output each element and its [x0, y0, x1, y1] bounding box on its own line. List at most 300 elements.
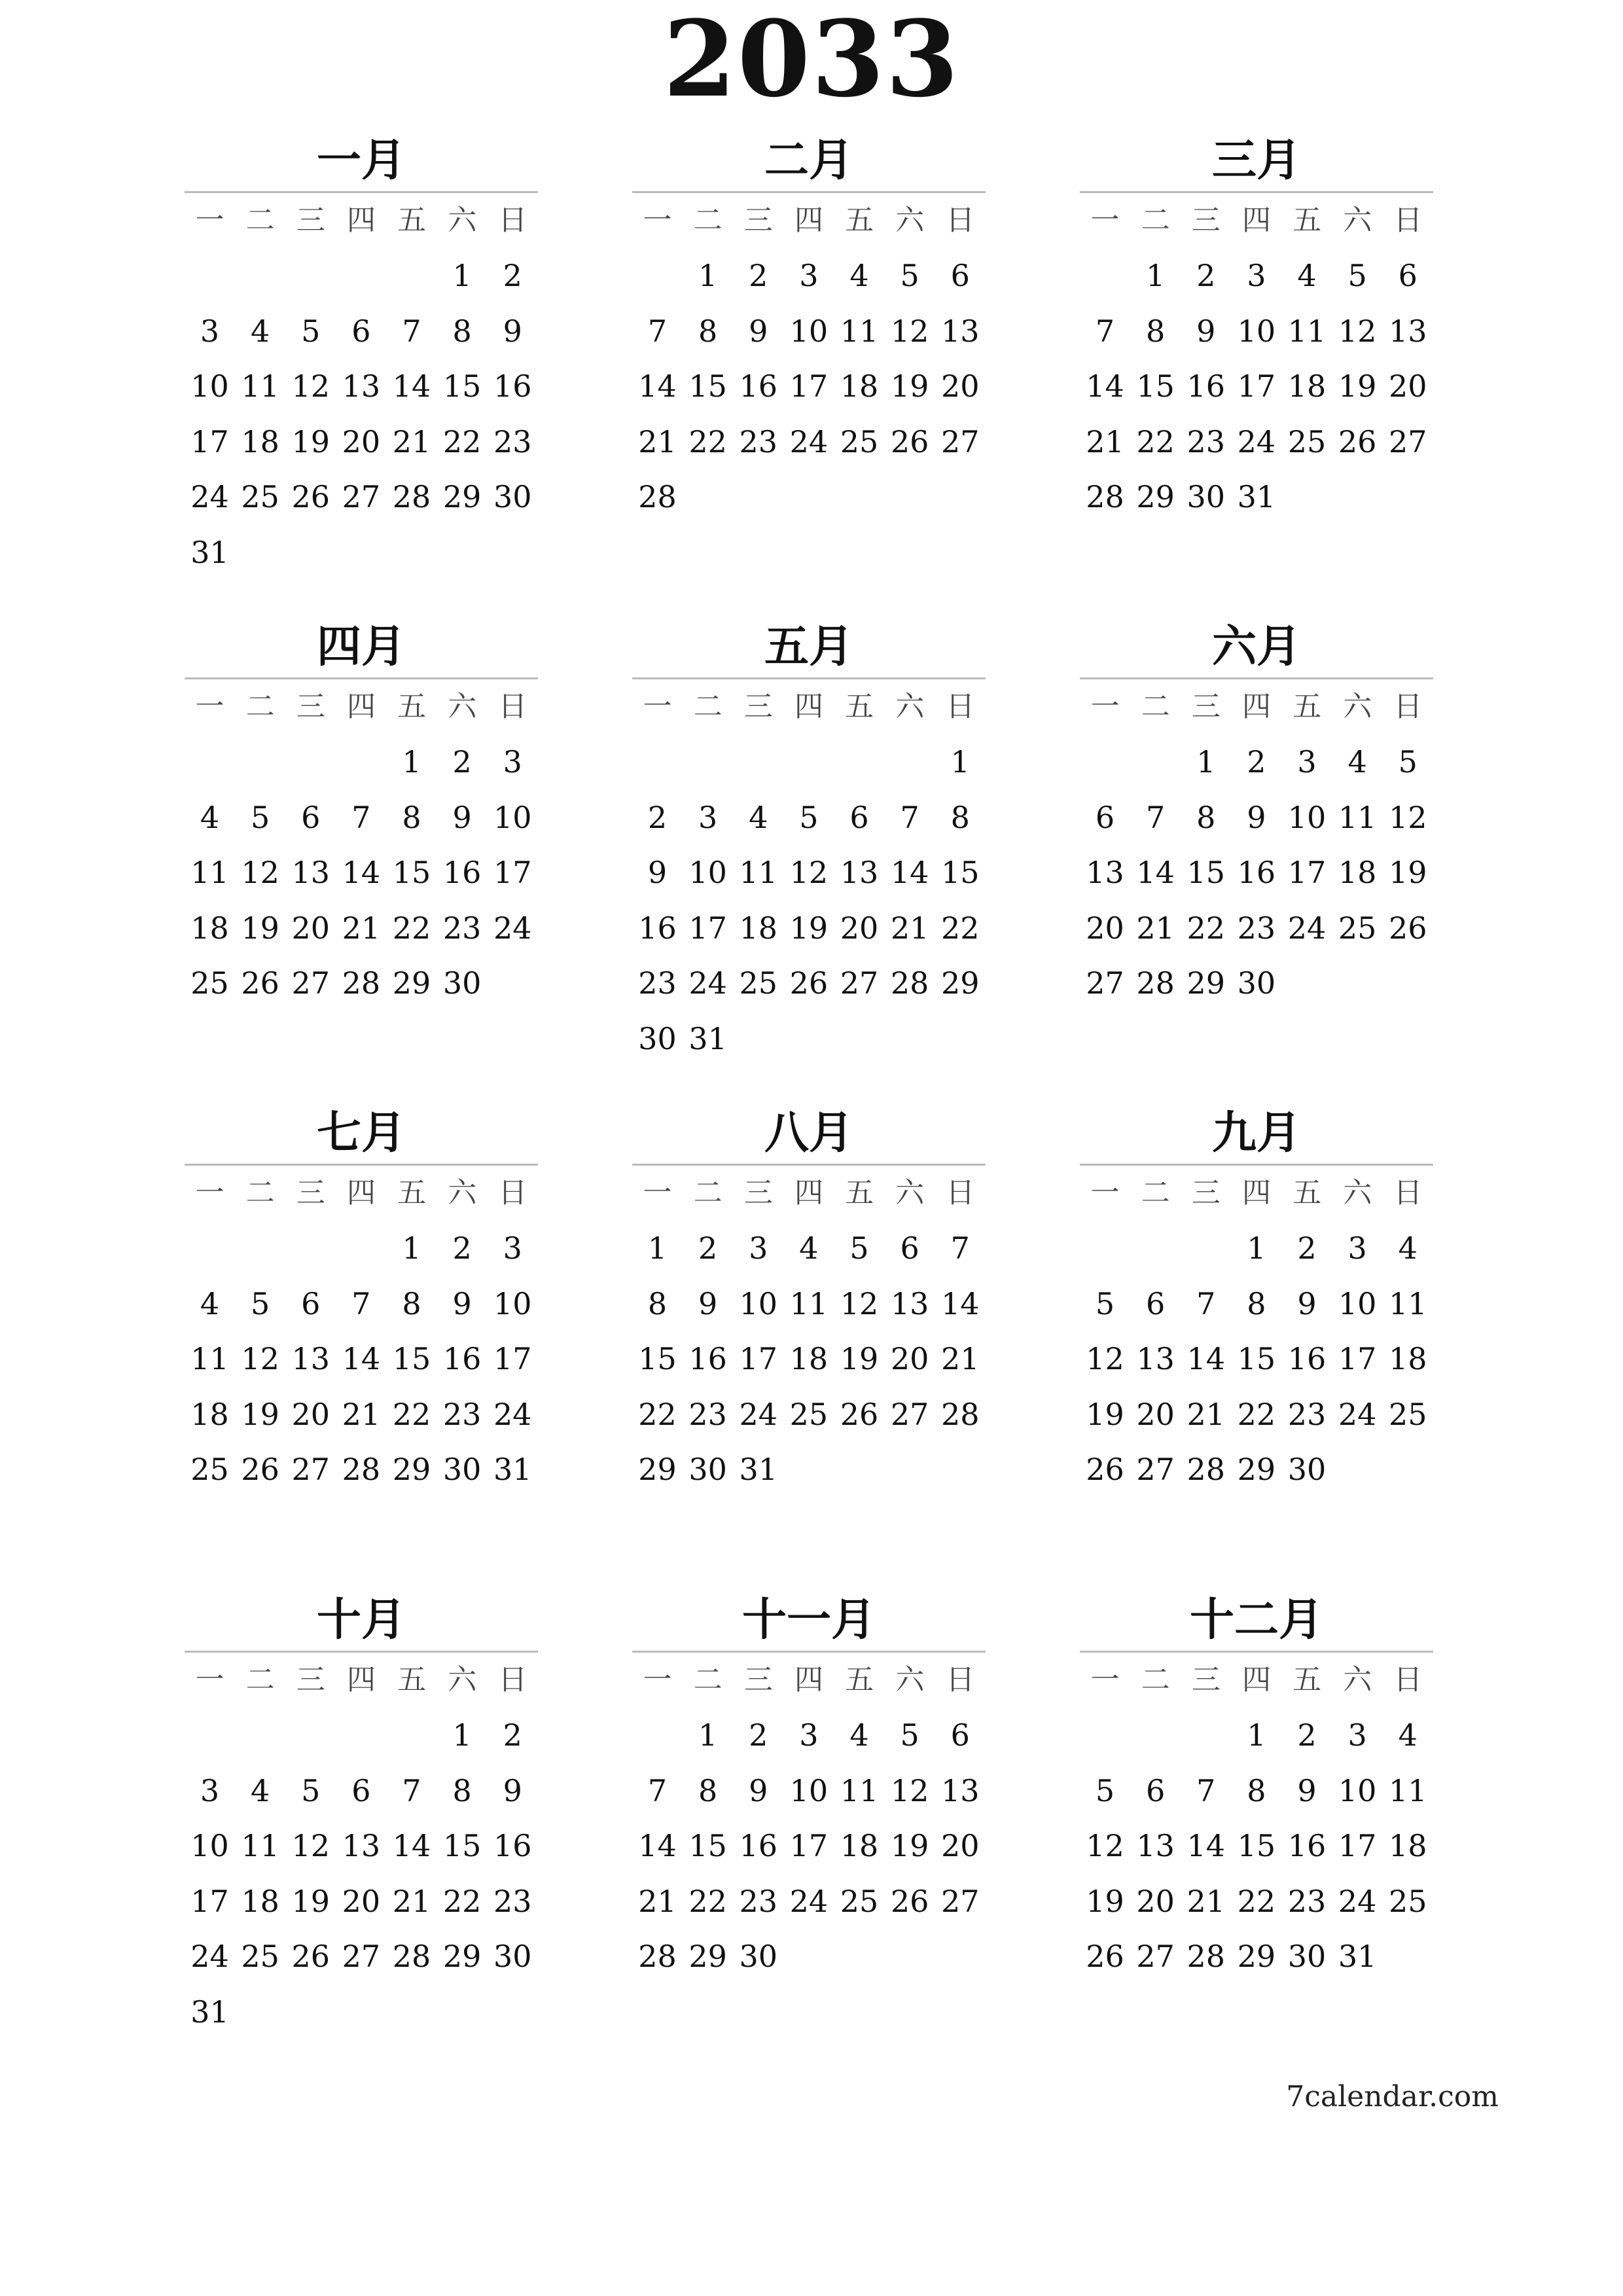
day-cell: 25 — [190, 1452, 229, 1487]
day-cell: 23 — [493, 423, 532, 459]
day-cell: 14 — [342, 855, 381, 890]
day-cell: 19 — [291, 1883, 330, 1919]
weekday-label: 三 — [1191, 204, 1221, 237]
weekday-label: 三 — [1191, 1663, 1221, 1696]
day-cell: 21 — [392, 1883, 431, 1919]
week-row — [185, 525, 538, 581]
weekday-label: 六 — [895, 690, 925, 723]
day-cell: 5 — [900, 258, 919, 293]
day-cell: 17 — [493, 855, 532, 890]
day-cell: 13 — [291, 855, 330, 890]
day-cell: 16 — [739, 368, 778, 404]
day-cell: 27 — [291, 965, 330, 1001]
week-row — [185, 248, 538, 304]
day-cell: 28 — [638, 1939, 677, 1974]
weekday-label: 四 — [1241, 690, 1271, 723]
week-row — [1080, 790, 1433, 846]
day-cell: 30 — [442, 965, 482, 1001]
day-cell — [1080, 1221, 1130, 1276]
day-cell: 18 — [840, 1828, 879, 1863]
day-cell: 13 — [1086, 855, 1124, 890]
month-block — [1080, 131, 1433, 525]
day-cell: 19 — [1389, 855, 1427, 890]
weekday-label: 日 — [498, 204, 527, 237]
week-row — [632, 790, 986, 846]
day-cell: 23 — [688, 1396, 727, 1432]
day-cell: 26 — [789, 965, 829, 1001]
day-cell: 12 — [291, 1828, 330, 1863]
day-cell: 16 — [442, 855, 482, 890]
day-cell: 3 — [1247, 258, 1266, 293]
week-row — [185, 956, 538, 1011]
day-cell: 20 — [1136, 1396, 1175, 1432]
day-cell: 29 — [638, 1452, 677, 1487]
weekday-label: 四 — [1241, 204, 1271, 237]
month-block — [1080, 617, 1433, 1011]
day-cell: 20 — [1136, 1883, 1175, 1919]
weekday-label: 三 — [296, 690, 325, 723]
month-block — [185, 1590, 538, 2039]
day-cell — [235, 1984, 285, 2040]
day-cell: 26 — [291, 1939, 330, 1974]
day-cell: 17 — [688, 910, 727, 946]
weekday-header — [1080, 193, 1433, 248]
month-title: 十一月 — [741, 1594, 876, 1646]
week-row — [632, 956, 986, 1011]
day-cell: 6 — [351, 1772, 371, 1808]
day-cell: 8 — [698, 313, 718, 349]
week-row — [1080, 845, 1433, 901]
day-cell: 25 — [840, 423, 879, 459]
week-row — [185, 1818, 538, 1874]
week-row — [185, 734, 538, 790]
day-cell: 22 — [442, 1883, 482, 1919]
day-cell: 5 — [301, 1772, 321, 1808]
day-cell: 28 — [1136, 965, 1175, 1001]
day-cell: 7 — [900, 799, 919, 835]
weekday-label: 三 — [743, 690, 773, 723]
week-row — [1080, 1874, 1433, 1929]
day-cell: 12 — [789, 855, 829, 890]
weekday-label: 四 — [794, 1663, 823, 1696]
day-cell: 17 — [1338, 1828, 1377, 1863]
week-row — [185, 1442, 538, 1498]
day-cell: 8 — [402, 799, 421, 835]
day-cell: 2 — [1196, 258, 1216, 293]
month-block — [632, 1590, 986, 1984]
day-cell: 11 — [1389, 1285, 1427, 1321]
day-cell: 15 — [442, 1828, 482, 1863]
weekday-label: 三 — [296, 204, 325, 237]
day-cell: 3 — [749, 1230, 768, 1266]
day-cell: 6 — [301, 1285, 321, 1321]
day-cell: 22 — [941, 910, 980, 946]
day-cell: 9 — [452, 799, 472, 835]
day-cell: 1 — [402, 744, 421, 780]
weekday-label: 三 — [743, 204, 773, 237]
day-cell — [834, 1442, 885, 1498]
day-cell: 27 — [840, 965, 879, 1001]
day-cell: 31 — [1237, 479, 1276, 514]
day-cell: 23 — [442, 910, 482, 946]
day-cell: 31 — [739, 1452, 778, 1487]
day-cell: 10 — [1338, 1772, 1377, 1808]
day-cell: 11 — [840, 1772, 879, 1808]
weekday-label: 六 — [1343, 690, 1372, 723]
weekday-label: 四 — [794, 690, 823, 723]
weekday-label: 日 — [1393, 690, 1423, 723]
day-cell — [1181, 1221, 1231, 1276]
day-cell: 11 — [1389, 1772, 1427, 1808]
day-cell: 27 — [1136, 1452, 1175, 1487]
weekday-label: 三 — [743, 1663, 773, 1696]
week-row — [1080, 1818, 1433, 1874]
day-cell: 10 — [1287, 799, 1327, 835]
weekday-label: 日 — [946, 1663, 975, 1696]
day-cell: 28 — [1186, 1939, 1226, 1974]
week-row — [632, 845, 986, 901]
day-cell: 12 — [1086, 1828, 1124, 1863]
day-cell: 1 — [1196, 744, 1216, 780]
day-cell: 19 — [890, 1828, 929, 1863]
day-cell: 16 — [688, 1341, 727, 1376]
day-cell — [336, 734, 386, 790]
day-cell: 1 — [1247, 1717, 1266, 1753]
weekday-label: 日 — [946, 204, 975, 237]
day-cell: 31 — [688, 1020, 727, 1056]
day-cell: 15 — [1136, 368, 1175, 404]
day-cell: 17 — [493, 1341, 532, 1376]
week-row — [185, 1874, 538, 1929]
day-cell: 18 — [1389, 1341, 1427, 1376]
day-cell: 30 — [1237, 965, 1276, 1001]
weekday-label: 四 — [1241, 1663, 1271, 1696]
day-cell: 28 — [890, 965, 929, 1001]
day-cell: 14 — [392, 368, 431, 404]
week-row — [632, 1276, 986, 1332]
day-cell — [1130, 1221, 1181, 1276]
week-row — [632, 1818, 986, 1874]
day-cell: 24 — [1338, 1883, 1377, 1919]
day-cell: 2 — [698, 1230, 718, 1266]
weekday-label: 一 — [643, 1176, 672, 1210]
day-cell: 26 — [1338, 423, 1377, 459]
month-block — [1080, 1590, 1433, 1984]
day-cell: 18 — [190, 910, 229, 946]
day-cell: 28 — [342, 965, 381, 1001]
day-cell: 31 — [1338, 1939, 1377, 1974]
day-cell — [336, 248, 386, 304]
day-cell: 22 — [392, 910, 431, 946]
day-cell: 15 — [392, 855, 431, 890]
weekday-label: 六 — [1343, 1663, 1372, 1696]
week-row — [1080, 1221, 1433, 1276]
day-cell: 23 — [1186, 423, 1226, 459]
day-cell: 4 — [1297, 258, 1317, 293]
day-cell: 15 — [392, 1341, 431, 1376]
day-cell: 14 — [1086, 368, 1124, 404]
week-row — [1080, 1929, 1433, 1984]
day-cell — [1080, 1708, 1130, 1763]
day-cell: 31 — [190, 1994, 229, 2030]
day-cell: 14 — [1186, 1828, 1226, 1863]
day-cell: 13 — [941, 313, 980, 349]
weekday-label: 六 — [448, 204, 477, 237]
day-cell: 6 — [1146, 1772, 1166, 1808]
day-cell — [235, 248, 285, 304]
weekday-label: 一 — [195, 690, 224, 723]
day-cell: 29 — [1136, 479, 1175, 514]
weekday-header — [1080, 1653, 1433, 1708]
day-cell — [1282, 469, 1332, 525]
weekday-label: 五 — [397, 1176, 427, 1210]
day-cell: 8 — [698, 1772, 718, 1808]
day-cell — [1383, 469, 1433, 525]
day-cell: 30 — [442, 1452, 482, 1487]
day-cell: 21 — [941, 1341, 980, 1376]
day-cell: 21 — [392, 423, 431, 459]
day-cell: 17 — [1237, 368, 1276, 404]
day-cell — [285, 1984, 336, 2040]
weekday-label: 一 — [195, 1663, 224, 1696]
day-cell: 5 — [1347, 258, 1367, 293]
day-cell: 24 — [493, 1396, 532, 1432]
day-cell: 8 — [1247, 1772, 1266, 1808]
day-cell: 18 — [1338, 855, 1377, 890]
day-cell — [683, 734, 733, 790]
day-cell: 19 — [291, 423, 330, 459]
month-block — [185, 1103, 538, 1498]
day-cell: 3 — [799, 1717, 819, 1753]
day-cell: 25 — [241, 479, 279, 514]
weekday-label: 四 — [1241, 1176, 1271, 1210]
day-cell: 14 — [638, 1828, 677, 1863]
day-cell: 8 — [647, 1285, 668, 1321]
day-cell — [1080, 248, 1130, 304]
day-cell: 3 — [200, 313, 220, 349]
day-cell: 1 — [647, 1230, 668, 1266]
week-row — [1080, 956, 1433, 1011]
day-cell — [1332, 956, 1383, 1011]
month-block — [185, 131, 538, 580]
day-cell: 1 — [402, 1230, 421, 1266]
day-cell: 7 — [351, 1285, 371, 1321]
day-cell: 18 — [1287, 368, 1327, 404]
day-cell: 29 — [392, 965, 431, 1001]
day-cell: 19 — [789, 910, 829, 946]
day-cell: 20 — [941, 1828, 980, 1863]
day-cell — [1383, 1442, 1433, 1498]
week-row — [185, 1276, 538, 1332]
day-cell — [488, 956, 538, 1011]
day-cell: 8 — [452, 313, 472, 349]
day-cell: 5 — [799, 799, 819, 835]
day-cell: 28 — [1186, 1452, 1226, 1487]
day-cell: 10 — [789, 313, 829, 349]
day-cell — [885, 1442, 935, 1498]
day-cell: 24 — [493, 910, 532, 946]
day-cell: 16 — [493, 1828, 532, 1863]
day-cell: 25 — [190, 965, 229, 1001]
day-cell: 28 — [392, 1939, 431, 1974]
day-cell: 13 — [890, 1285, 929, 1321]
day-cell: 14 — [941, 1285, 980, 1321]
day-cell: 27 — [1136, 1939, 1175, 1974]
day-cell — [336, 1984, 386, 2040]
day-cell: 30 — [493, 1939, 532, 1974]
month-block — [185, 617, 538, 1011]
day-cell: 27 — [941, 1883, 980, 1919]
week-row — [632, 1011, 986, 1067]
day-cell: 21 — [342, 1396, 381, 1432]
month-title: 一月 — [316, 135, 406, 187]
day-cell — [834, 1011, 885, 1067]
day-cell: 20 — [1389, 368, 1427, 404]
day-cell — [632, 1708, 683, 1763]
day-cell: 31 — [493, 1452, 532, 1487]
day-cell: 13 — [1136, 1341, 1175, 1376]
day-cell: 22 — [442, 423, 482, 459]
day-cell: 26 — [890, 423, 929, 459]
day-cell: 12 — [241, 1341, 279, 1376]
day-cell: 29 — [1237, 1939, 1276, 1974]
week-row — [632, 1929, 986, 1984]
day-cell: 23 — [739, 1883, 778, 1919]
day-cell: 28 — [1086, 479, 1124, 514]
week-row — [1080, 1442, 1433, 1498]
day-cell — [632, 734, 683, 790]
day-cell: 26 — [241, 965, 279, 1001]
day-cell: 12 — [291, 368, 330, 404]
day-cell: 24 — [190, 479, 229, 514]
week-row — [185, 901, 538, 956]
weekday-label: 日 — [498, 1176, 527, 1210]
day-cell: 2 — [647, 799, 668, 835]
day-cell: 4 — [799, 1230, 819, 1266]
day-cell: 7 — [402, 313, 421, 349]
weekday-label: 二 — [693, 690, 722, 723]
day-cell: 12 — [840, 1285, 879, 1321]
weekday-label: 日 — [1393, 1176, 1423, 1210]
day-cell: 3 — [1347, 1717, 1367, 1753]
week-row — [1080, 414, 1433, 470]
weekday-label: 二 — [1141, 690, 1170, 723]
day-cell: 20 — [342, 1883, 381, 1919]
week-row — [185, 845, 538, 901]
day-cell: 21 — [638, 1883, 677, 1919]
day-cell — [632, 248, 683, 304]
day-cell: 29 — [392, 1452, 431, 1487]
weekday-label: 日 — [946, 1176, 975, 1210]
day-cell: 2 — [503, 258, 522, 293]
day-cell: 7 — [1196, 1285, 1216, 1321]
day-cell — [935, 469, 986, 525]
day-cell: 3 — [1347, 1230, 1367, 1266]
day-cell: 24 — [688, 965, 727, 1001]
day-cell — [387, 525, 437, 581]
weekday-label: 二 — [1141, 204, 1170, 237]
day-cell: 9 — [749, 1772, 768, 1808]
week-row — [185, 1221, 538, 1276]
day-cell: 24 — [1338, 1396, 1377, 1432]
weekday-label: 日 — [1393, 204, 1423, 237]
day-cell: 14 — [392, 1828, 431, 1863]
weekday-label: 一 — [643, 690, 672, 723]
day-cell: 25 — [1338, 910, 1377, 946]
day-cell: 13 — [840, 855, 879, 890]
day-cell: 24 — [789, 1883, 829, 1919]
day-cell: 16 — [1287, 1828, 1327, 1863]
day-cell: 4 — [749, 799, 768, 835]
day-cell: 31 — [190, 534, 229, 570]
weekday-label: 一 — [643, 1663, 672, 1696]
week-row — [1080, 1387, 1433, 1443]
day-cell: 2 — [452, 744, 472, 780]
day-cell — [733, 469, 783, 525]
month-title: 六月 — [1211, 621, 1301, 673]
month-block — [632, 131, 986, 525]
day-cell: 5 — [900, 1717, 919, 1753]
day-cell — [185, 1221, 235, 1276]
weekday-label: 五 — [397, 1663, 427, 1696]
day-cell: 14 — [1186, 1341, 1226, 1376]
week-row — [185, 790, 538, 846]
weekday-label: 六 — [895, 1663, 925, 1696]
day-cell: 7 — [1095, 313, 1115, 349]
day-cell: 4 — [200, 799, 220, 835]
week-row — [632, 734, 986, 790]
day-cell: 16 — [638, 910, 677, 946]
weekday-label: 二 — [1141, 1663, 1170, 1696]
day-cell: 14 — [1136, 855, 1175, 890]
day-cell: 18 — [190, 1396, 229, 1432]
day-cell: 9 — [698, 1285, 718, 1321]
day-cell — [935, 1929, 986, 1984]
day-cell: 16 — [1237, 855, 1276, 890]
weekday-label: 六 — [1343, 204, 1372, 237]
day-cell: 5 — [301, 313, 321, 349]
day-cell: 18 — [1389, 1828, 1427, 1863]
day-cell: 5 — [1095, 1285, 1115, 1321]
month-title: 二月 — [764, 135, 853, 187]
day-cell: 26 — [1086, 1939, 1124, 1974]
day-cell: 20 — [890, 1341, 929, 1376]
day-cell — [387, 248, 437, 304]
weekday-label: 三 — [1191, 690, 1221, 723]
day-cell — [185, 248, 235, 304]
day-cell: 4 — [849, 258, 869, 293]
weekday-label: 一 — [643, 204, 672, 237]
day-cell: 10 — [688, 855, 727, 890]
day-cell: 8 — [402, 1285, 421, 1321]
day-cell — [336, 1708, 386, 1763]
day-cell: 6 — [1095, 799, 1115, 835]
day-cell: 16 — [1186, 368, 1226, 404]
weekday-label: 六 — [895, 204, 925, 237]
day-cell: 1 — [452, 258, 472, 293]
day-cell: 10 — [1338, 1285, 1377, 1321]
month-title: 三月 — [1211, 135, 1301, 187]
month-block — [632, 617, 986, 1066]
week-row — [632, 1708, 986, 1763]
day-cell: 6 — [950, 1717, 970, 1753]
day-cell: 27 — [342, 479, 381, 514]
day-cell: 11 — [789, 1285, 829, 1321]
day-cell: 12 — [1086, 1341, 1124, 1376]
day-cell: 16 — [739, 1828, 778, 1863]
month-title: 七月 — [316, 1107, 406, 1159]
day-cell: 25 — [739, 965, 778, 1001]
